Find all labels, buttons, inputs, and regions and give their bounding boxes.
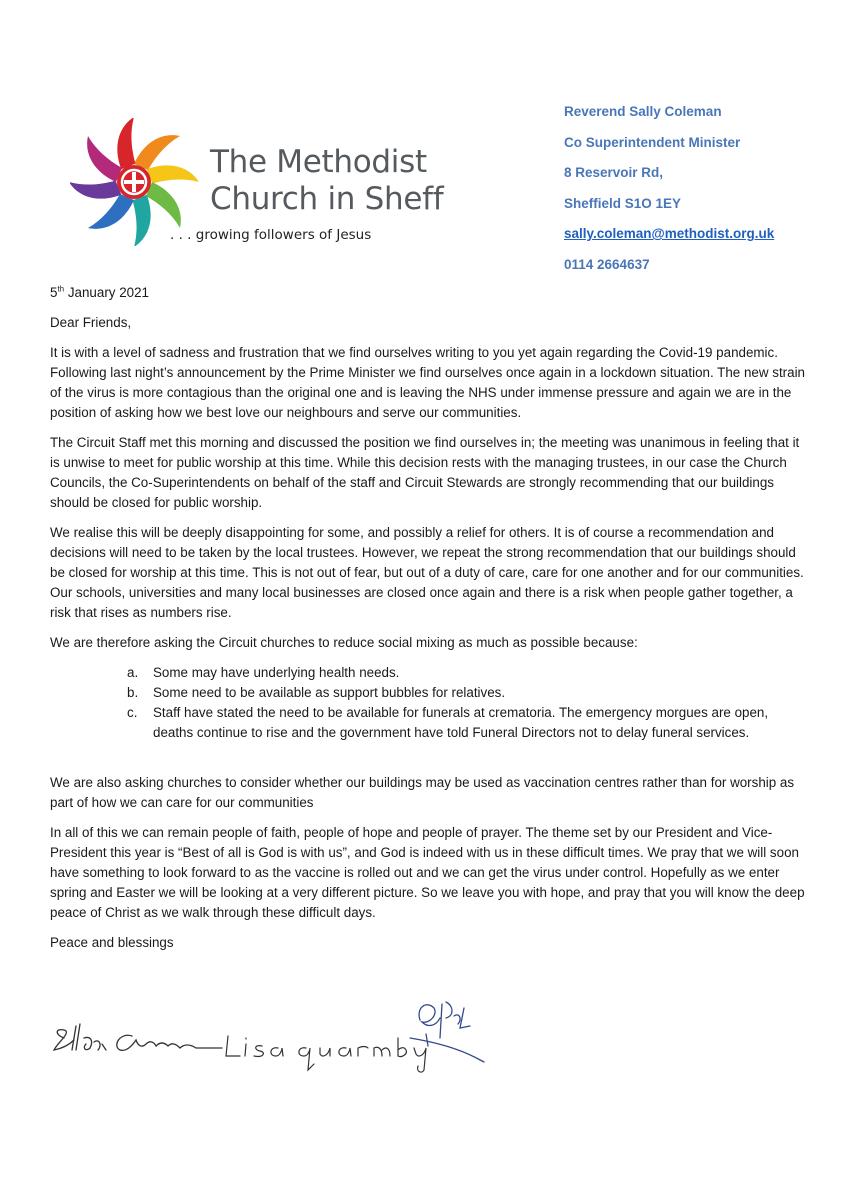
letter-paragraph-1: It is with a level of sadness and frustration that we find ourselves writing to you yet again regarding the Covid-19 pandemic. Following last night’s announcement by the Prime Minister we find ourselves once again in a lockdown situation. The new strain of the virus is more contagious than the original one and is leaving the NHS under immense pressure and again we are in the position of asking how we best love our neighbours and serve our communities. bbox=[50, 345, 805, 420]
church-logo bbox=[70, 118, 450, 248]
logo-title-line1: The Methodist bbox=[210, 144, 427, 180]
contact-name: Reverend Sally Coleman bbox=[564, 104, 722, 119]
list-item: b. Some need to be available as support bubbles for relatives. bbox=[127, 685, 506, 700]
contact-address-line2: Sheffield S1O 1EY bbox=[564, 195, 682, 211]
contact-phone: 0114 2664637 bbox=[564, 256, 650, 272]
signature-sally-coleman bbox=[54, 1024, 222, 1050]
signature-lisa-quarmby bbox=[226, 1036, 426, 1072]
contact-address-line1: 8 Reservoir Rd, bbox=[564, 165, 664, 180]
logo-title-line2: Church in Sheff bbox=[210, 181, 444, 217]
letter-paragraph-2: The Circuit Staff met this morning and discussed the position we find ourselves in; the meeting was unanimous in feeling that it is unwise to meet for public worship at this time. While this decision rests with the managing trustees, in our case the Church Councils, the Co-Superintendents on behalf of the staff and Circuit Stewards are strongly recommending that our buildings should be closed for public worship. bbox=[50, 435, 800, 510]
letter-paragraph-3: We realise this will be deeply disappointing for some, and possibly a relief for others. It is of course a recommendation and decisions will need to be taken by the local trustees. However, we repeat the strong recommendation that our buildings should be closed for worship at this time. This is not out of fear, but out of a duty of care, care for one another and for our communities. Our schools, universities and many local businesses are closed once again and there is a risk when people gather together, a risk that rises as numbers rise. bbox=[50, 525, 804, 620]
contact-block bbox=[564, 102, 834, 285]
letter-paragraph-6: In all of this we can remain people of faith, people of hope and people of prayer. The theme set by our President and Vice-President this year is “Best of all is God is with us”, and God is indeed with us in these difficult times. We pray that we will soon have something to look forward to as the vaccine is rolled out and we can get the virus under control. Hopefully as we enter spring and Easter we will be looking at a very different picture. So we leave you with hope, and pray that you will know the deep peace of Christ as we walk through these difficult days. bbox=[50, 825, 805, 920]
letter-paragraph-4: We are therefore asking the Circuit churches to reduce social mixing as much as possible because: bbox=[50, 635, 638, 650]
logo-title bbox=[210, 144, 443, 218]
logo-tagline: . . . growing followers of Jesus bbox=[170, 227, 372, 243]
signatures bbox=[50, 998, 510, 1088]
signature-initials bbox=[410, 1002, 484, 1062]
letter-paragraph-5: We are also asking churches to consider whether our buildings may be used as vaccination centres rather than for worship as part of how we can care for our communities bbox=[50, 775, 795, 810]
letter-closing: Peace and blessings bbox=[50, 935, 174, 950]
contact-email-link[interactable]: sally.coleman@methodist.org.uk bbox=[564, 226, 775, 241]
reasons-list bbox=[50, 663, 810, 743]
letter-salutation: Dear Friends, bbox=[50, 315, 132, 330]
letter-body bbox=[50, 283, 810, 963]
letter-date: 5th January 2021 bbox=[50, 284, 149, 300]
list-item: c. Staff have stated the need to be available for funerals at crematoria. The emergency morgues are open, deaths continue to rise and the government have told Funeral Directors not to delay funeral services. bbox=[127, 705, 769, 740]
contact-role: Co Superintendent Minister bbox=[564, 134, 741, 150]
list-item: a. Some may have underlying health needs. bbox=[127, 665, 400, 680]
paragraph-gap bbox=[50, 743, 810, 773]
